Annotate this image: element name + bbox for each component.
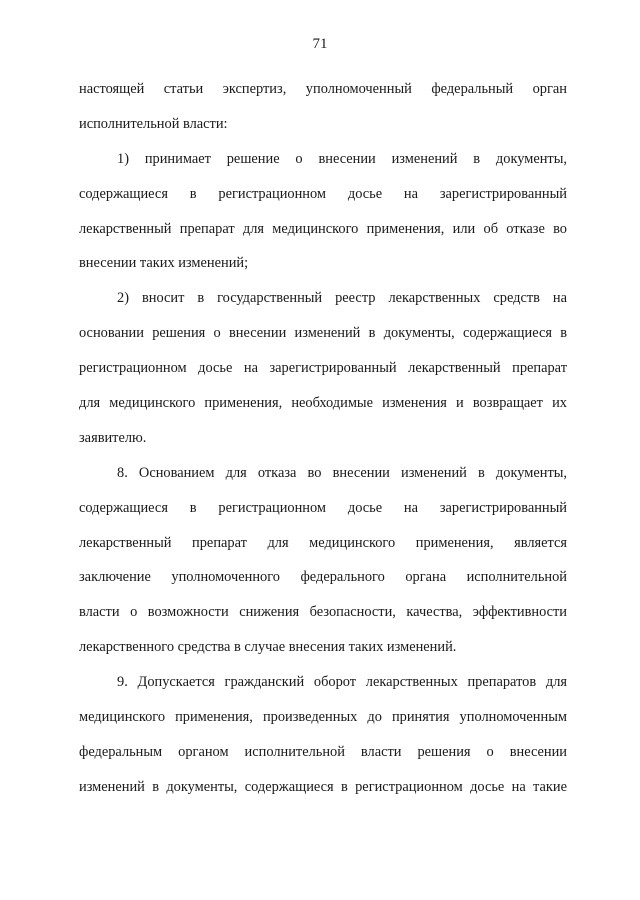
text-line: содержащиеся в регистрационном досье на зарегистрированный <box>79 185 567 202</box>
text-line: содержащиеся в регистрационном досье на зарегистрированный <box>79 499 567 516</box>
text-line: 2) вносит в государственный реестр лекарственных средств на <box>117 290 567 307</box>
text-line: лекарственный препарат для медицинского применения, является <box>79 534 567 551</box>
text-line: лекарственный препарат для медицинского применения, или об отказе во <box>79 220 567 237</box>
text-line: для медицинского применения, необходимые изменения и возвращает их <box>79 395 567 412</box>
text-line: 9. Допускается гражданский оборот лекарственных препаратов для <box>117 674 567 691</box>
text-line: внесении таких изменений; <box>79 255 249 272</box>
text-line: власти о возможности снижения безопасности, качества, эффективности <box>79 604 567 621</box>
text-line: исполнительной власти: <box>79 115 228 132</box>
text-line: 1) принимает решение о внесении изменений в документы, <box>117 150 567 167</box>
text-line: лекарственного средства в случае внесения таких изменений. <box>79 639 457 656</box>
text-line: настоящей статьи экспертиз, уполномоченный федеральный орган <box>79 81 567 97</box>
document-body <box>79 72 567 805</box>
text-line: федеральным органом исполнительной власти решения о внесении <box>79 743 567 760</box>
text-line: медицинского применения, произведенных до принятия уполномоченным <box>79 709 567 726</box>
text-line: 8. Основанием для отказа во внесении изменений в документы, <box>117 464 567 481</box>
text-line: регистрационном досье на зарегистрированный лекарственный препарат <box>79 360 567 377</box>
page-number: 71 <box>312 36 328 52</box>
text-line: заявителю. <box>79 429 147 446</box>
text-line: основании решения о внесении изменений в документы, содержащиеся в <box>79 325 567 342</box>
text-line: изменений в документы, содержащиеся в регистрационном досье на такие <box>79 778 567 795</box>
text-line: заключение уполномоченного федерального органа исполнительной <box>79 569 567 586</box>
